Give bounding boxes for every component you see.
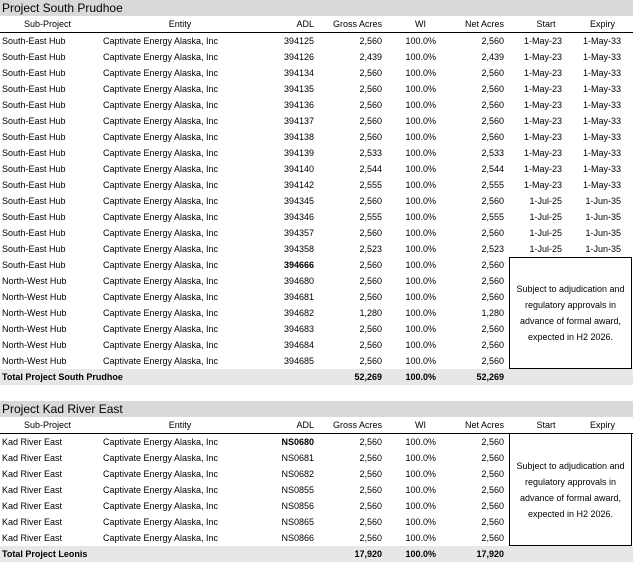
cell-net-acres: 2,560 xyxy=(481,260,504,270)
cell-entity: Captivate Energy Alaska, Inc xyxy=(103,196,219,206)
table-row xyxy=(0,161,633,177)
cell-entity: Captivate Energy Alaska, Inc xyxy=(103,356,219,366)
cell-net-acres: 2,560 xyxy=(481,84,504,94)
cell-gross-acres: 2,560 xyxy=(359,469,382,479)
cell-entity: Captivate Energy Alaska, Inc xyxy=(103,36,219,46)
cell-adl: 394681 xyxy=(283,292,314,302)
table-header xyxy=(0,418,633,432)
table-row xyxy=(0,193,633,209)
table-row xyxy=(0,65,633,81)
header-entity: Entity xyxy=(168,19,192,29)
header-wi: WI xyxy=(415,420,426,430)
cell-adl: NS0680 xyxy=(281,437,314,447)
cell-sub-project: South-East Hub xyxy=(2,116,66,126)
cell-entity: Captivate Energy Alaska, Inc xyxy=(103,228,219,238)
cell-sub-project: Kad River East xyxy=(2,469,63,479)
cell-sub-project: Kad River East xyxy=(2,501,63,511)
cell-expiry: 1-May-33 xyxy=(582,180,621,190)
cell-net-acres: 2,560 xyxy=(481,116,504,126)
cell-adl: NS0856 xyxy=(281,501,314,511)
cell-expiry: 1-May-33 xyxy=(582,84,621,94)
cell-entity: Captivate Energy Alaska, Inc xyxy=(103,180,219,190)
cell-expiry: 1-May-33 xyxy=(582,132,621,142)
header-sub-project: Sub-Project xyxy=(24,19,72,29)
cell-adl: 394139 xyxy=(283,148,314,158)
header-net-acres: Net Acres xyxy=(464,420,504,430)
cell-entity: Captivate Energy Alaska, Inc xyxy=(103,68,219,78)
cell-sub-project: Kad River East xyxy=(2,485,63,495)
cell-gross-acres: 2,560 xyxy=(359,485,382,495)
cell-adl: NS0866 xyxy=(281,533,314,543)
cell-adl: 394685 xyxy=(283,356,314,366)
cell-entity: Captivate Energy Alaska, Inc xyxy=(103,308,219,318)
cell-entity: Captivate Energy Alaska, Inc xyxy=(103,469,219,479)
cell-net-acres: 2,560 xyxy=(481,276,504,286)
cell-sub-project: South-East Hub xyxy=(2,180,66,190)
table-row xyxy=(0,145,633,161)
total-wi: 100.0% xyxy=(405,549,436,559)
cell-gross-acres: 2,560 xyxy=(359,340,382,350)
cell-expiry: 1-May-33 xyxy=(582,36,621,46)
cell-wi: 100.0% xyxy=(405,100,436,110)
cell-net-acres: 2,560 xyxy=(481,132,504,142)
table-row xyxy=(0,225,633,241)
cell-sub-project: North-West Hub xyxy=(2,340,67,350)
cell-start: 1-May-23 xyxy=(523,116,562,126)
cell-wi: 100.0% xyxy=(405,485,436,495)
cell-net-acres: 2,560 xyxy=(481,501,504,511)
cell-adl: NS0681 xyxy=(281,453,314,463)
cell-net-acres: 2,560 xyxy=(481,453,504,463)
cell-wi: 100.0% xyxy=(405,36,436,46)
cell-sub-project: Kad River East xyxy=(2,517,63,527)
cell-gross-acres: 2,560 xyxy=(359,437,382,447)
cell-net-acres: 2,560 xyxy=(481,356,504,366)
cell-start: 1-May-23 xyxy=(523,180,562,190)
cell-sub-project: South-East Hub xyxy=(2,52,66,62)
table-row xyxy=(0,241,633,257)
cell-wi: 100.0% xyxy=(405,260,436,270)
cell-expiry: 1-May-33 xyxy=(582,100,621,110)
cell-sub-project: Kad River East xyxy=(2,437,63,447)
cell-gross-acres: 2,560 xyxy=(359,260,382,270)
cell-expiry: 1-May-33 xyxy=(582,116,621,126)
cell-sub-project: North-West Hub xyxy=(2,292,67,302)
cell-gross-acres: 2,560 xyxy=(359,356,382,366)
cell-expiry: 1-Jun-35 xyxy=(585,212,621,222)
cell-entity: Captivate Energy Alaska, Inc xyxy=(103,501,219,511)
cell-adl: 394134 xyxy=(283,68,314,78)
cell-sub-project: South-East Hub xyxy=(2,260,66,270)
adjudication-note: Subject to adjudication and regulatory approvals in advance of formal award, expected in H2 2026. xyxy=(509,257,632,369)
cell-expiry: 1-May-33 xyxy=(582,148,621,158)
header-sub-project: Sub-Project xyxy=(24,420,72,430)
cell-sub-project: North-West Hub xyxy=(2,356,67,366)
cell-expiry: 1-May-33 xyxy=(582,52,621,62)
cell-sub-project: North-West Hub xyxy=(2,324,67,334)
cell-wi: 100.0% xyxy=(405,517,436,527)
cell-adl: 394357 xyxy=(283,228,314,238)
cell-expiry: 1-Jun-35 xyxy=(585,244,621,254)
cell-gross-acres: 2,560 xyxy=(359,453,382,463)
cell-adl: NS0682 xyxy=(281,469,314,479)
cell-entity: Captivate Energy Alaska, Inc xyxy=(103,244,219,254)
cell-sub-project: South-East Hub xyxy=(2,148,66,158)
table-row xyxy=(0,33,633,49)
cell-entity: Captivate Energy Alaska, Inc xyxy=(103,437,219,447)
cell-entity: Captivate Energy Alaska, Inc xyxy=(103,212,219,222)
cell-entity: Captivate Energy Alaska, Inc xyxy=(103,132,219,142)
cell-adl: 394137 xyxy=(283,116,314,126)
cell-adl: 394142 xyxy=(283,180,314,190)
cell-entity: Captivate Energy Alaska, Inc xyxy=(103,164,219,174)
cell-sub-project: South-East Hub xyxy=(2,244,66,254)
table-header xyxy=(0,17,633,31)
cell-gross-acres: 2,560 xyxy=(359,228,382,238)
cell-entity: Captivate Energy Alaska, Inc xyxy=(103,517,219,527)
cell-wi: 100.0% xyxy=(405,324,436,334)
cell-start: 1-May-23 xyxy=(523,164,562,174)
cell-sub-project: South-East Hub xyxy=(2,228,66,238)
cell-adl: 394680 xyxy=(283,276,314,286)
cell-gross-acres: 2,560 xyxy=(359,84,382,94)
cell-net-acres: 2,560 xyxy=(481,485,504,495)
cell-gross-acres: 2,439 xyxy=(359,52,382,62)
cell-net-acres: 2,560 xyxy=(481,533,504,543)
cell-adl: 394683 xyxy=(283,324,314,334)
cell-wi: 100.0% xyxy=(405,276,436,286)
cell-gross-acres: 2,560 xyxy=(359,68,382,78)
cell-start: 1-May-23 xyxy=(523,148,562,158)
total-gross-acres: 52,269 xyxy=(354,372,382,382)
header-expiry: Expiry xyxy=(589,420,615,430)
cell-net-acres: 2,560 xyxy=(481,324,504,334)
cell-wi: 100.0% xyxy=(405,196,436,206)
cell-net-acres: 2,560 xyxy=(481,228,504,238)
cell-gross-acres: 2,560 xyxy=(359,276,382,286)
header-net-acres: Net Acres xyxy=(464,19,504,29)
cell-gross-acres: 2,560 xyxy=(359,324,382,334)
table-row xyxy=(0,113,633,129)
cell-wi: 100.0% xyxy=(405,228,436,238)
cell-gross-acres: 2,544 xyxy=(359,164,382,174)
cell-wi: 100.0% xyxy=(405,469,436,479)
cell-gross-acres: 1,280 xyxy=(359,308,382,318)
cell-adl: 394136 xyxy=(283,100,314,110)
cell-net-acres: 2,560 xyxy=(481,36,504,46)
cell-wi: 100.0% xyxy=(405,116,436,126)
cell-gross-acres: 2,560 xyxy=(359,517,382,527)
total-row xyxy=(0,369,633,385)
cell-wi: 100.0% xyxy=(405,68,436,78)
cell-entity: Captivate Energy Alaska, Inc xyxy=(103,116,219,126)
cell-entity: Captivate Energy Alaska, Inc xyxy=(103,292,219,302)
cell-adl: 394140 xyxy=(283,164,314,174)
header-expiry: Expiry xyxy=(589,19,615,29)
cell-net-acres: 2,560 xyxy=(481,517,504,527)
cell-sub-project: South-East Hub xyxy=(2,212,66,222)
cell-start: 1-Jul-25 xyxy=(529,212,562,222)
total-gross-acres: 17,920 xyxy=(354,549,382,559)
cell-net-acres: 2,560 xyxy=(481,340,504,350)
cell-sub-project: South-East Hub xyxy=(2,132,66,142)
cell-start: 1-Jul-25 xyxy=(529,244,562,254)
cell-adl: 394135 xyxy=(283,84,314,94)
cell-sub-project: South-East Hub xyxy=(2,100,66,110)
cell-start: 1-May-23 xyxy=(523,100,562,110)
header-start: Start xyxy=(536,19,556,29)
header-wi: WI xyxy=(415,19,426,29)
total-wi: 100.0% xyxy=(405,372,436,382)
cell-wi: 100.0% xyxy=(405,244,436,254)
cell-expiry: 1-May-33 xyxy=(582,164,621,174)
cell-net-acres: 2,533 xyxy=(481,148,504,158)
cell-net-acres: 2,555 xyxy=(481,180,504,190)
cell-net-acres: 2,555 xyxy=(481,212,504,222)
cell-sub-project: South-East Hub xyxy=(2,196,66,206)
table-row xyxy=(0,49,633,65)
cell-wi: 100.0% xyxy=(405,437,436,447)
cell-adl: 394346 xyxy=(283,212,314,222)
cell-wi: 100.0% xyxy=(405,501,436,511)
header-start: Start xyxy=(536,420,556,430)
cell-wi: 100.0% xyxy=(405,356,436,366)
cell-entity: Captivate Energy Alaska, Inc xyxy=(103,84,219,94)
cell-gross-acres: 2,560 xyxy=(359,132,382,142)
cell-entity: Captivate Energy Alaska, Inc xyxy=(103,260,219,270)
cell-entity: Captivate Energy Alaska, Inc xyxy=(103,52,219,62)
cell-wi: 100.0% xyxy=(405,84,436,94)
cell-wi: 100.0% xyxy=(405,132,436,142)
cell-net-acres: 2,560 xyxy=(481,292,504,302)
cell-sub-project: Kad River East xyxy=(2,453,63,463)
cell-gross-acres: 2,560 xyxy=(359,196,382,206)
cell-adl: 394138 xyxy=(283,132,314,142)
cell-net-acres: 2,439 xyxy=(481,52,504,62)
cell-gross-acres: 2,523 xyxy=(359,244,382,254)
cell-gross-acres: 2,560 xyxy=(359,116,382,126)
cell-entity: Captivate Energy Alaska, Inc xyxy=(103,533,219,543)
cell-start: 1-May-23 xyxy=(523,52,562,62)
cell-net-acres: 2,523 xyxy=(481,244,504,254)
cell-start: 1-Jul-25 xyxy=(529,196,562,206)
cell-adl: 394126 xyxy=(283,52,314,62)
cell-expiry: 1-May-33 xyxy=(582,68,621,78)
cell-gross-acres: 2,533 xyxy=(359,148,382,158)
cell-start: 1-Jul-25 xyxy=(529,228,562,238)
cell-entity: Captivate Energy Alaska, Inc xyxy=(103,340,219,350)
cell-sub-project: South-East Hub xyxy=(2,164,66,174)
section-title: Project Kad River East xyxy=(0,401,633,417)
cell-gross-acres: 2,560 xyxy=(359,501,382,511)
cell-gross-acres: 2,560 xyxy=(359,292,382,302)
cell-sub-project: North-West Hub xyxy=(2,308,67,318)
header-entity: Entity xyxy=(168,420,192,430)
cell-sub-project: South-East Hub xyxy=(2,84,66,94)
cell-gross-acres: 2,560 xyxy=(359,36,382,46)
cell-sub-project: South-East Hub xyxy=(2,68,66,78)
header-adl: ADL xyxy=(296,19,314,29)
cell-expiry: 1-Jun-35 xyxy=(585,228,621,238)
cell-adl: 394125 xyxy=(283,36,314,46)
table-row xyxy=(0,209,633,225)
cell-sub-project: South-East Hub xyxy=(2,36,66,46)
adjudication-note: Subject to adjudication and regulatory approvals in advance of formal award, expected in H2 2026. xyxy=(509,433,632,546)
cell-wi: 100.0% xyxy=(405,533,436,543)
cell-net-acres: 2,560 xyxy=(481,68,504,78)
cell-start: 1-May-23 xyxy=(523,84,562,94)
cell-entity: Captivate Energy Alaska, Inc xyxy=(103,324,219,334)
total-net-acres: 17,920 xyxy=(476,549,504,559)
cell-adl: 394345 xyxy=(283,196,314,206)
cell-net-acres: 2,544 xyxy=(481,164,504,174)
total-label: Total Project Leonis xyxy=(2,549,88,559)
cell-start: 1-May-23 xyxy=(523,132,562,142)
cell-expiry: 1-Jun-35 xyxy=(585,196,621,206)
table-row xyxy=(0,97,633,113)
cell-gross-acres: 2,555 xyxy=(359,180,382,190)
cell-adl: NS0865 xyxy=(281,517,314,527)
cell-wi: 100.0% xyxy=(405,164,436,174)
cell-net-acres: 2,560 xyxy=(481,196,504,206)
table-row xyxy=(0,177,633,193)
header-adl: ADL xyxy=(296,420,314,430)
table-row xyxy=(0,129,633,145)
cell-wi: 100.0% xyxy=(405,180,436,190)
cell-start: 1-May-23 xyxy=(523,68,562,78)
cell-wi: 100.0% xyxy=(405,52,436,62)
total-net-acres: 52,269 xyxy=(476,372,504,382)
cell-entity: Captivate Energy Alaska, Inc xyxy=(103,148,219,158)
cell-net-acres: 2,560 xyxy=(481,100,504,110)
section-title: Project South Prudhoe xyxy=(0,0,633,16)
cell-entity: Captivate Energy Alaska, Inc xyxy=(103,276,219,286)
cell-entity: Captivate Energy Alaska, Inc xyxy=(103,453,219,463)
total-label: Total Project South Prudhoe xyxy=(2,372,123,382)
cell-adl: 394682 xyxy=(283,308,314,318)
cell-net-acres: 2,560 xyxy=(481,437,504,447)
total-row xyxy=(0,546,633,562)
cell-gross-acres: 2,560 xyxy=(359,100,382,110)
header-gross-acres: Gross Acres xyxy=(332,19,382,29)
cell-wi: 100.0% xyxy=(405,212,436,222)
cell-sub-project: Kad River East xyxy=(2,533,63,543)
cell-gross-acres: 2,555 xyxy=(359,212,382,222)
cell-wi: 100.0% xyxy=(405,308,436,318)
cell-net-acres: 2,560 xyxy=(481,469,504,479)
cell-entity: Captivate Energy Alaska, Inc xyxy=(103,485,219,495)
header-gross-acres: Gross Acres xyxy=(332,420,382,430)
cell-wi: 100.0% xyxy=(405,148,436,158)
cell-adl: NS0855 xyxy=(281,485,314,495)
cell-adl: 394358 xyxy=(283,244,314,254)
table-row xyxy=(0,81,633,97)
cell-start: 1-May-23 xyxy=(523,36,562,46)
cell-entity: Captivate Energy Alaska, Inc xyxy=(103,100,219,110)
cell-gross-acres: 2,560 xyxy=(359,533,382,543)
cell-adl: 394684 xyxy=(283,340,314,350)
cell-wi: 100.0% xyxy=(405,340,436,350)
cell-wi: 100.0% xyxy=(405,292,436,302)
cell-sub-project: North-West Hub xyxy=(2,276,67,286)
cell-net-acres: 1,280 xyxy=(481,308,504,318)
cell-wi: 100.0% xyxy=(405,453,436,463)
cell-adl: 394666 xyxy=(283,260,314,270)
